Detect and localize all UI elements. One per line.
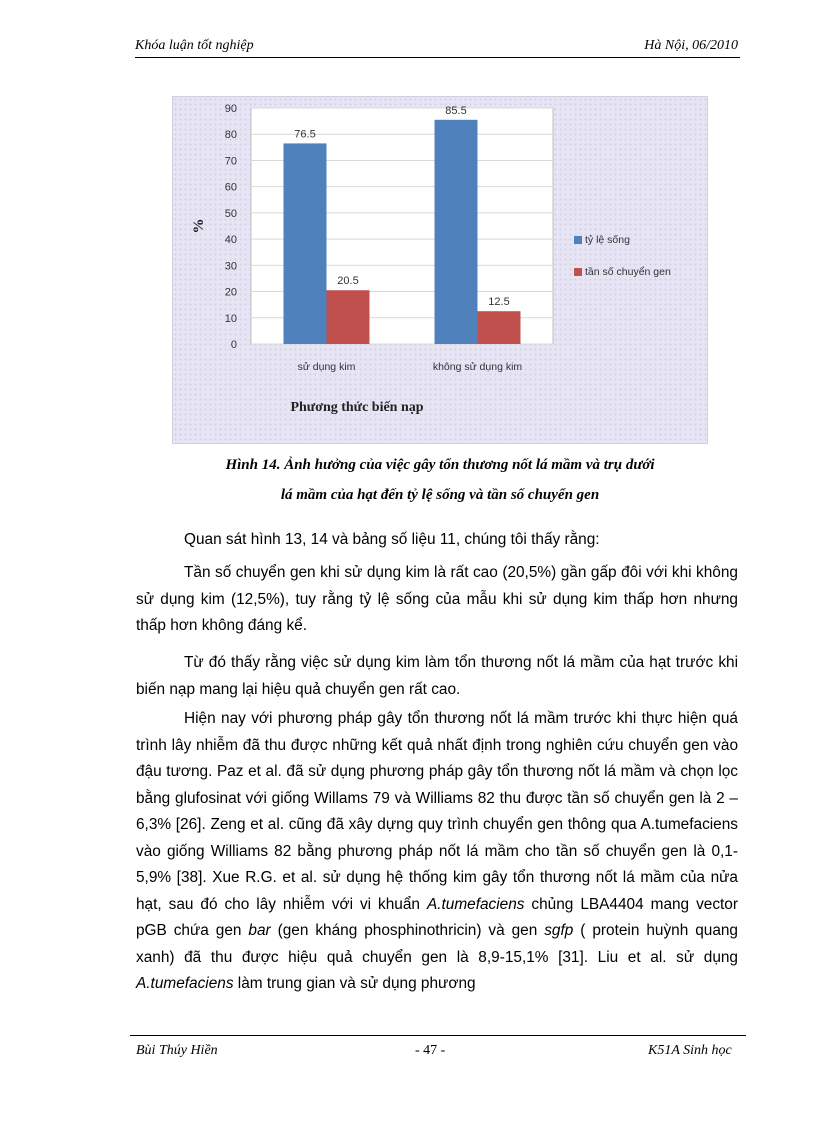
footer-rule [130, 1035, 746, 1036]
y-tick-label: 80 [224, 129, 237, 142]
legend-label: tần số chuyển gen [585, 266, 671, 278]
data-label: 20.5 [337, 275, 359, 288]
p4-italic-2: bar [248, 922, 271, 939]
data-label: 85.5 [445, 104, 467, 117]
y-tick-label: 60 [224, 181, 237, 194]
p4-text-2: chủng LBA4404 mang vector pGB chứa gen [136, 895, 738, 939]
paragraph-3: Từ đó thấy rằng việc sử dụng kim làm tổn thương nốt lá mầm của hạt trước khi biến nạp mang lại hiệu quả chuyển gen rất cao. [136, 654, 738, 698]
p4-text-3: (gen kháng phosphinothricin) và gen [270, 922, 545, 939]
y-tick-label: 40 [224, 234, 237, 247]
x-axis-label: Phương thức biến nạp [290, 400, 424, 415]
y-tick-label: 20 [224, 286, 237, 299]
legend-label: tỷ lệ sống [585, 234, 630, 246]
y-tick-label: 30 [224, 260, 237, 273]
page-header [135, 38, 738, 58]
bar [435, 120, 478, 344]
data-label: 76.5 [294, 128, 316, 141]
paragraph-4 [136, 706, 738, 998]
header-title: Khóa luận tốt nghiệp [135, 38, 254, 53]
legend-swatch [574, 236, 582, 244]
bar [327, 290, 370, 344]
footer-class: K51A Sinh học [648, 1043, 732, 1058]
y-axis-label: % [191, 218, 207, 234]
bar [478, 311, 521, 344]
header-rule [135, 57, 740, 58]
footer-author: Bùi Thúy Hiền [136, 1043, 218, 1058]
x-tick-label: sử dụng kim [297, 361, 356, 373]
p4-text-1: Hiện nay với phương pháp gây tổn thương nốt lá mầm trước khi thực hiện quá trình lây nhiễm đã thu được những kết quả nhất định trong nghiên cứu chuyển gen vào đậu tương. Paz et al. đã sử dụng phương pháp gây tổn thương nốt lá mầm và chọn lọc bằng glufosinat với giống Willams 79 và Williams 82 thu được tần số chuyển gen là 2 – 6,3% [26]. Zeng et al. cũng đã xây dựng quy trình chuyển gen thông qua A.tumefaciens vào giống Williams 82 bằng phương pháp nốt lá mầm cho tần số chuyển gen là 0,1-5,9% [38]. Xue R.G. et al. sử dụng hệ thống kim gây tổn thương nốt lá mầm của nửa hạt, sau đó cho lây nhiễm với vi khuẩn [136, 710, 738, 913]
footer-page-number: - 47 - [415, 1043, 446, 1058]
bar [284, 143, 327, 344]
y-tick-label: 90 [224, 103, 237, 115]
p4-italic-1: A.tumefaciens [426, 895, 525, 913]
y-tick-label: 10 [224, 312, 237, 325]
p4-italic-4: A.tumefaciens [136, 975, 234, 992]
p4-text-5: làm trung gian và sử dụng phương [233, 975, 476, 992]
y-tick-label: 70 [224, 155, 237, 168]
bar-chart [173, 97, 707, 443]
data-label: 12.5 [488, 296, 510, 309]
legend-swatch [574, 268, 582, 276]
p4-text-4: ( protein huỳnh quang xanh) đã thu được hiệu quả chuyển gen là 8,9-15,1% [31]. Liu et al. sử dụng [136, 922, 738, 966]
figure-caption-line-2: lá mầm của hạt đến tỷ lệ sống và tần số chuyển gen [280, 487, 600, 503]
bar-chart-figure [172, 96, 708, 444]
figure-caption-line-1: Hình 14. Ảnh hưởng của việc gây tổn thương nốt lá mầm và trụ dưới [225, 457, 655, 473]
p4-italic-3: sgfp [544, 922, 574, 939]
x-tick-label: không sử dụng kim [432, 361, 523, 373]
paragraph-2: Tần số chuyển gen khi sử dụng kim là rất cao (20,5%) gần gấp đôi với khi không sử dụng kim (12,5%), tuy rằng tỷ lệ sống của mẫu khi sử dụng kim thấp hơn nhưng thấp hơn không đáng kể. [136, 564, 738, 634]
paragraph-1: Quan sát hình 13, 14 và bảng số liệu 11, chúng tôi thấy rằng: [184, 531, 600, 548]
y-tick-label: 50 [224, 207, 237, 220]
y-tick-label: 0 [230, 339, 237, 351]
header-date: Hà Nội, 06/2010 [644, 38, 738, 53]
